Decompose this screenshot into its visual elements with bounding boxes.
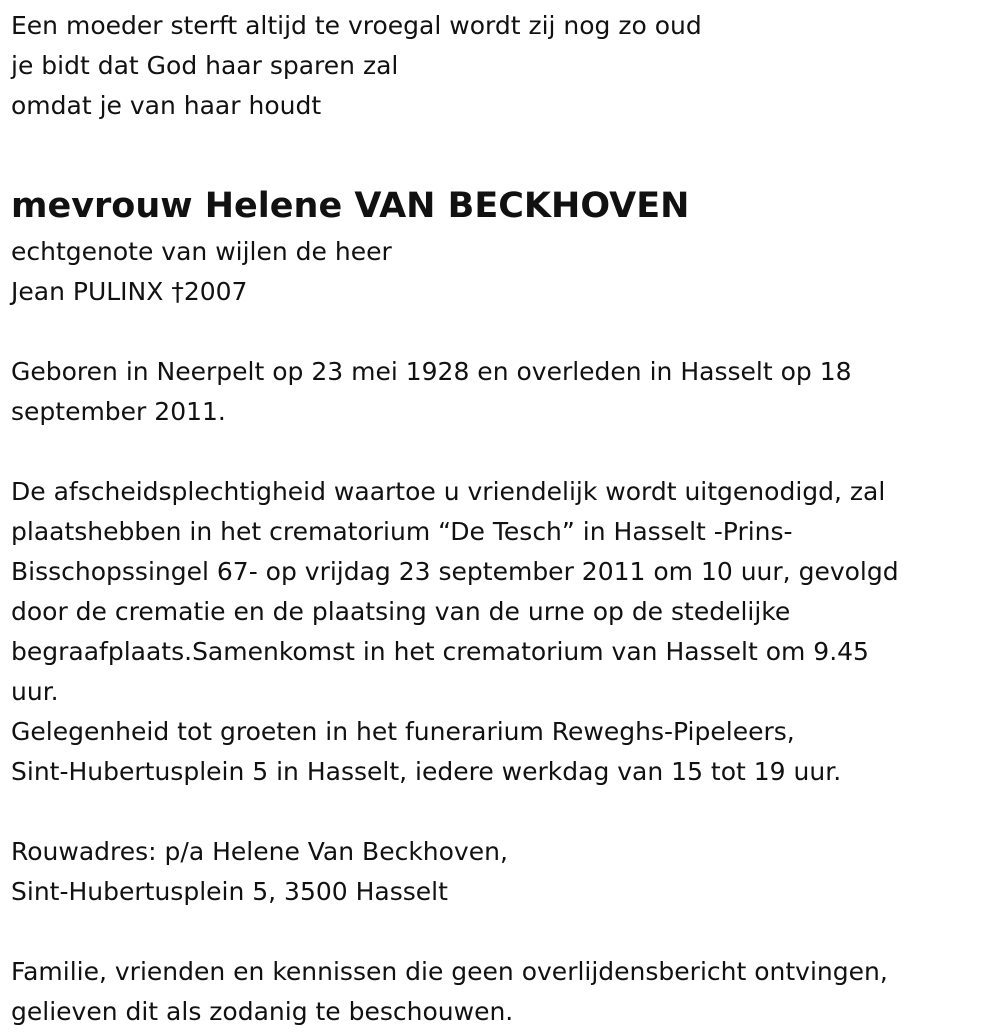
paragraph-line: door de crematie en de plaatsing van de urne op de stedelijke (11, 597, 791, 626)
paragraph-line: De afscheidsplechtigheid waartoe u vriendelijk wordt uitgenodigd, zal (11, 477, 886, 506)
birth-death-paragraph (11, 352, 991, 432)
ceremony-paragraph (11, 472, 991, 712)
paragraph-line: uur. (11, 677, 59, 706)
paragraph-line: Gelegenheid tot groeten in het funerarium Reweghs-Pipeleers, (11, 717, 795, 746)
visitation-paragraph (11, 712, 991, 792)
paragraph-line: plaatshebben in het crematorium “De Tesch” in Hasselt -Prins- (11, 517, 793, 546)
poem-line: je bidt dat God haar sparen zal (11, 51, 399, 80)
paragraph-line: september 2011. (11, 397, 226, 426)
address-line: Sint-Hubertusplein 5, 3500 Hasselt (11, 877, 448, 906)
deceased-name: mevrouw Helene VAN BECKHOVEN (11, 186, 690, 226)
paragraph-line: Sint-Hubertusplein 5 in Hasselt, iedere werkdag van 15 tot 19 uur. (11, 757, 842, 786)
paragraph-line: Familie, vrienden en kennissen die geen overlijdensbericht ontvingen, (11, 957, 888, 986)
poem-line: omdat je van haar houdt (11, 91, 322, 120)
closing-paragraph (11, 952, 991, 1032)
mourning-address (11, 832, 991, 912)
spouse-name: Jean PULINX (11, 277, 172, 306)
spouse-death-year: 2007 (183, 277, 248, 306)
spouse-line (11, 272, 991, 312)
paragraph-line: Geboren in Neerpelt op 23 mei 1928 en overleden in Hasselt op 18 (11, 357, 852, 386)
address-line: Rouwadres: p/a Helene Van Beckhoven, (11, 837, 508, 866)
obituary-notice (11, 6, 991, 1032)
cross-icon: † (171, 277, 184, 306)
paragraph-line: gelieven dit als zodanig te beschouwen. (11, 997, 514, 1026)
spouse-block (11, 232, 991, 312)
paragraph-line: Bisschopssingel 67- op vrijdag 23 september 2011 om 10 uur, gevolgd (11, 557, 899, 586)
relation-text: echtgenote van wijlen de heer (11, 237, 392, 266)
poem-line: Een moeder sterft altijd te vroegal wordt zij nog zo oud (11, 11, 702, 40)
poem-block (11, 6, 991, 126)
paragraph-line: begraafplaats.Samenkomst in het crematorium van Hasselt om 9.45 (11, 637, 869, 666)
